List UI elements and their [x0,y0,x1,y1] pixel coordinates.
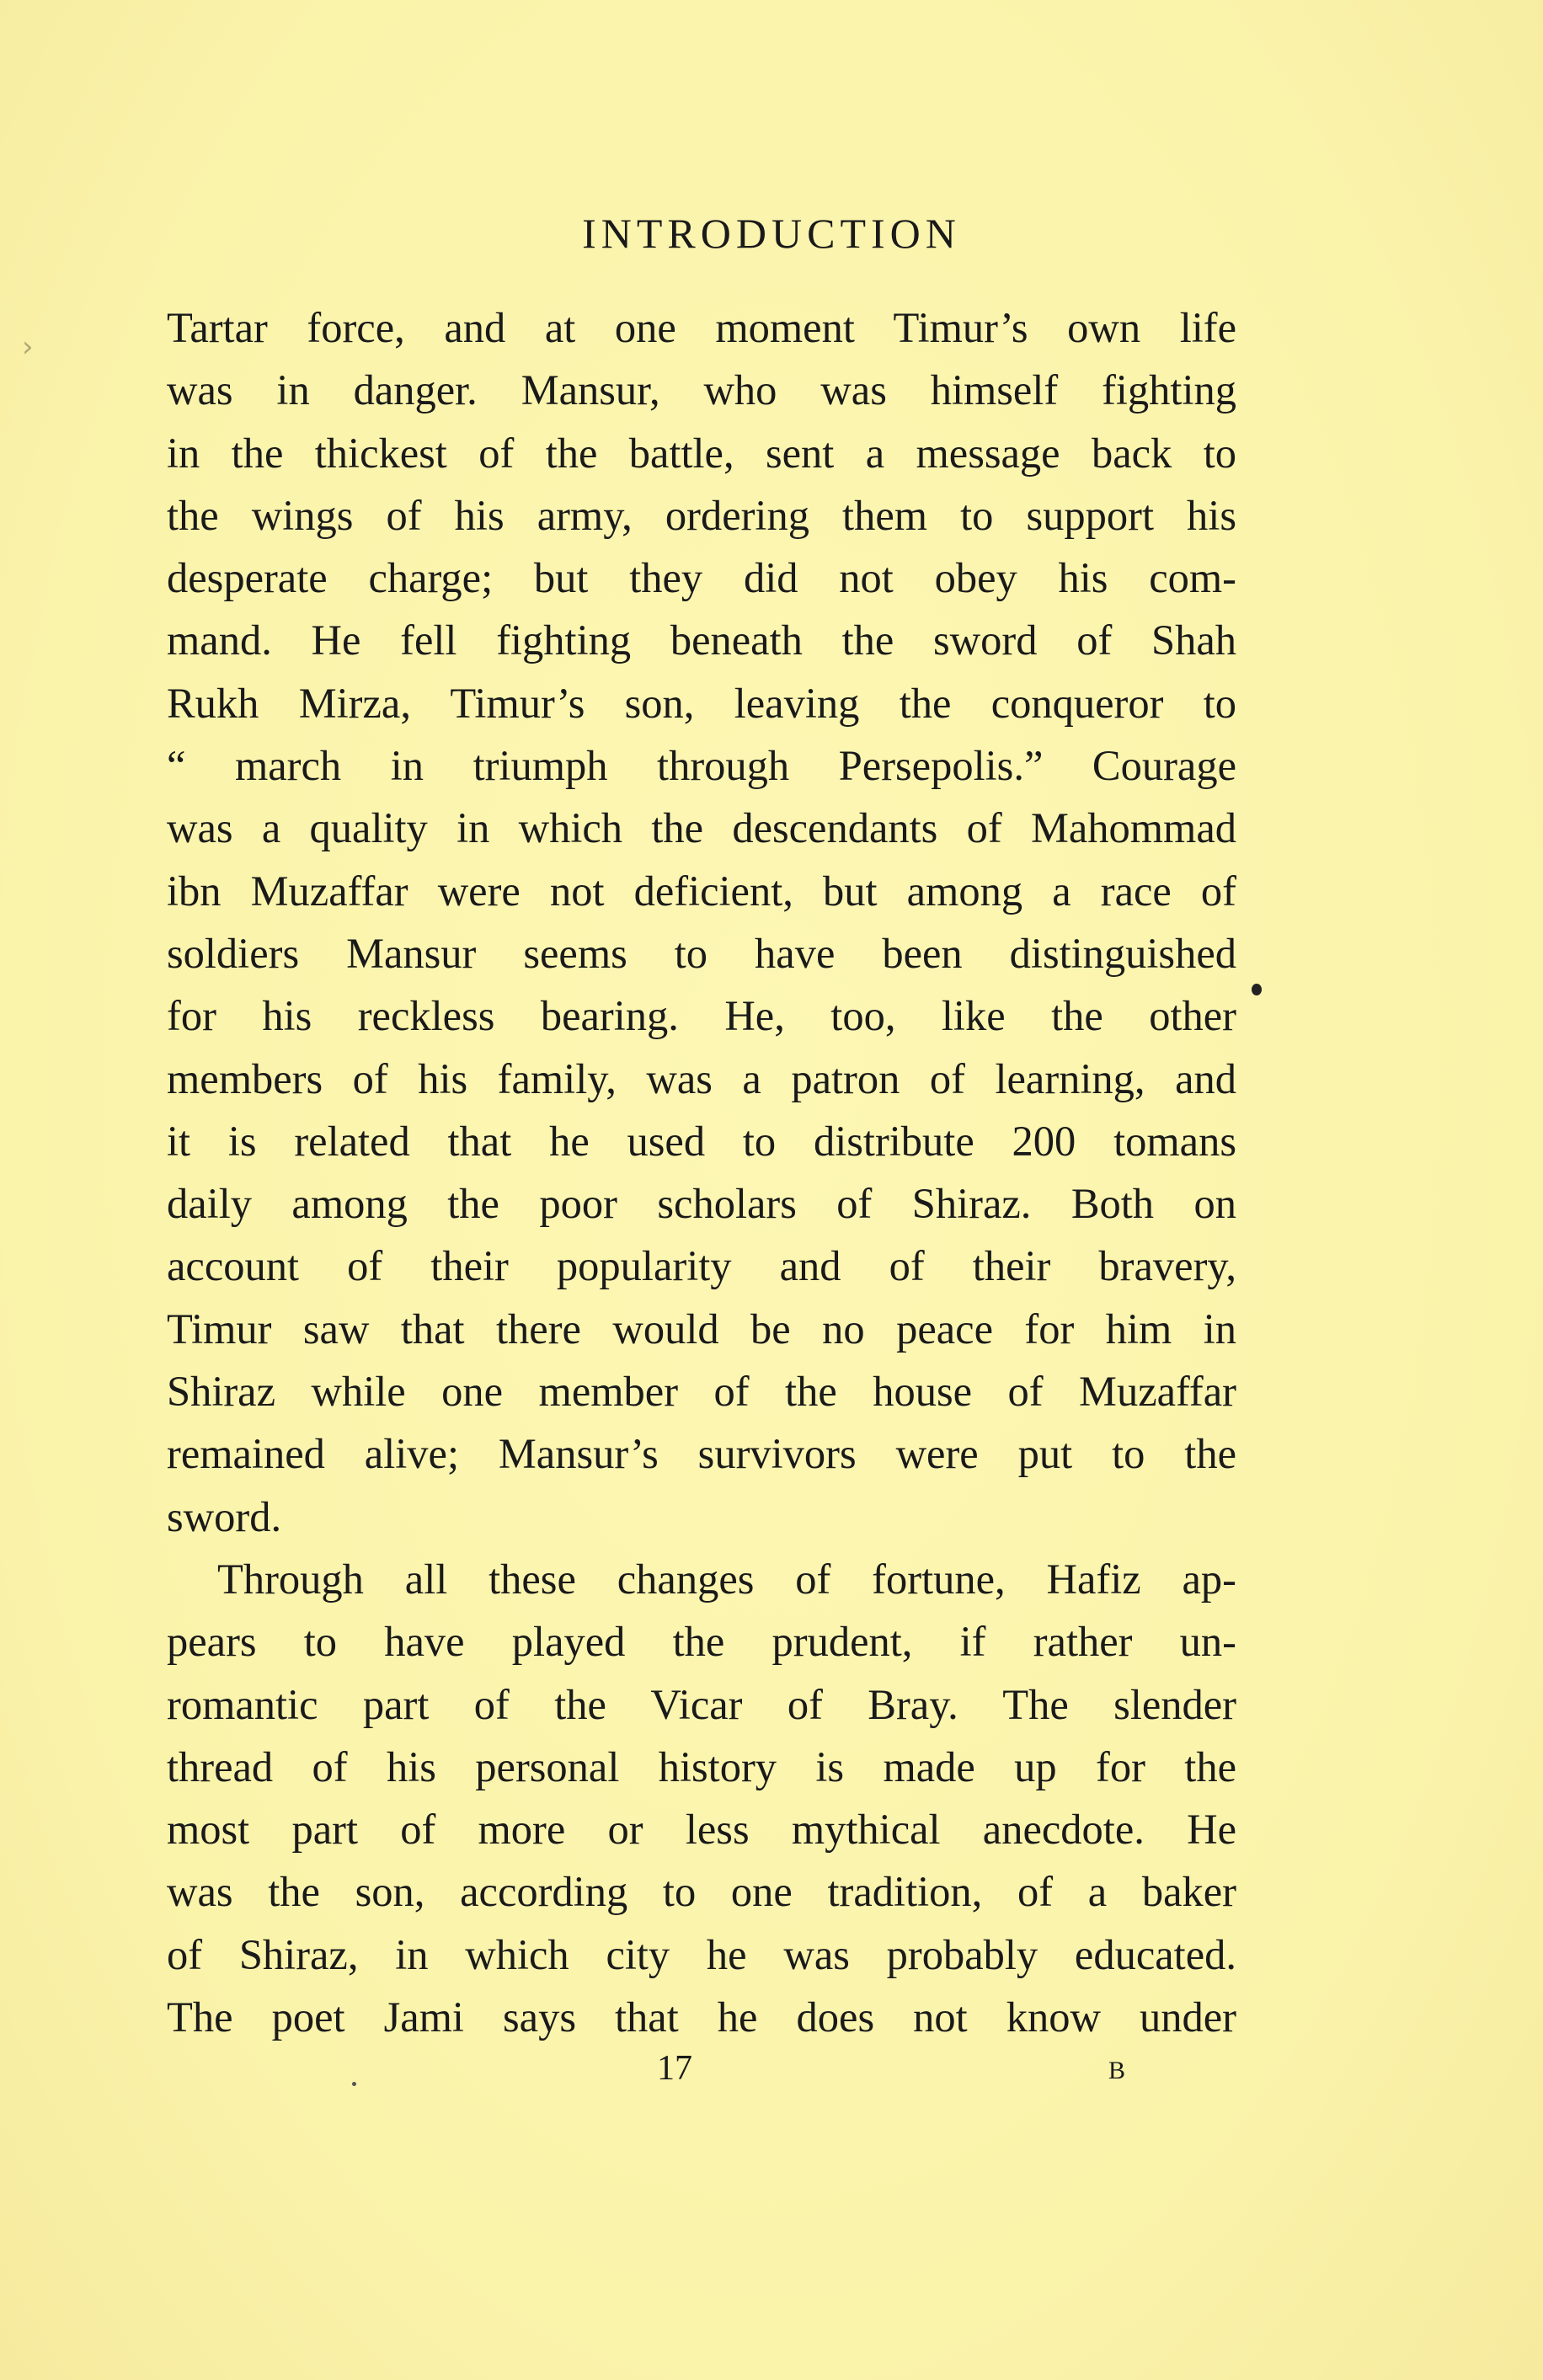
text-line: romantic part of the Vicar of Bray. The slender [167,1680,1236,1728]
signature-mark: B [1108,2057,1126,2084]
text-line: Shiraz while one member of the house of Muzaffar [167,1368,1236,1416]
text-line: desperate charge; but they did not obey his com- [167,554,1236,602]
text-line: for his reckless bearing. He, too, like the other [167,992,1236,1040]
text-line: was the son, according to one tradition, of a baker [167,1868,1236,1916]
body-text [167,296,1236,2048]
text-line: mand. He fell fighting beneath the sword of Shah [167,616,1236,664]
text-line: Timur saw that there would be no peace for him in [167,1305,1236,1353]
print-dot [352,2082,356,2086]
text-line: “ march in triumph through Persepolis.” Courage [167,742,1236,790]
text-line: sword. [167,1492,282,1540]
running-head: INTRODUCTION [582,210,961,257]
text-line: thread of his personal history is made up for the [167,1742,1236,1790]
text-line: ibn Muzaffar were not deficient, but among a race of [167,867,1236,915]
text-line: The poet Jami says that he does not know under [167,1993,1236,2041]
text-line: Rukh Mirza, Timur’s son, leaving the conqueror to [167,679,1236,727]
text-line: was in danger. Mansur, who was himself fighting [167,366,1236,414]
text-line: in the thickest of the battle, sent a message back to [167,429,1236,477]
text-line: remained alive; Mansur’s survivors were put to the [167,1430,1236,1478]
margin-mark-icon: › [22,330,34,364]
text-line: soldiers Mansur seems to have been distinguished [167,929,1236,977]
text-line: most part of more or less mythical anecdote. He [167,1806,1236,1854]
text-line: Tartar force, and at one moment Timur’s own life [167,304,1236,351]
text-line: Through all these changes of fortune, Hafiz ap- [217,1555,1236,1603]
text-line: was a quality in which the descendants of Mahommad [167,804,1236,852]
text-line: of Shiraz, in which city he was probably educated. [167,1930,1236,1978]
page-number: 17 [657,2049,692,2088]
text-line: daily among the poor scholars of Shiraz. Both on [167,1180,1236,1228]
text-line: pears to have played the prudent, if rather un- [167,1618,1236,1666]
text-line: the wings of his army, ordering them to support his [167,491,1236,539]
page-footer [0,2048,1543,2099]
text-line: account of their popularity and of their bravery, [167,1242,1236,1290]
ink-speck [1252,984,1262,995]
text-line: it is related that he used to distribute 200 tomans [167,1117,1236,1165]
text-line: members of his family, was a patron of learning, and [167,1054,1236,1102]
